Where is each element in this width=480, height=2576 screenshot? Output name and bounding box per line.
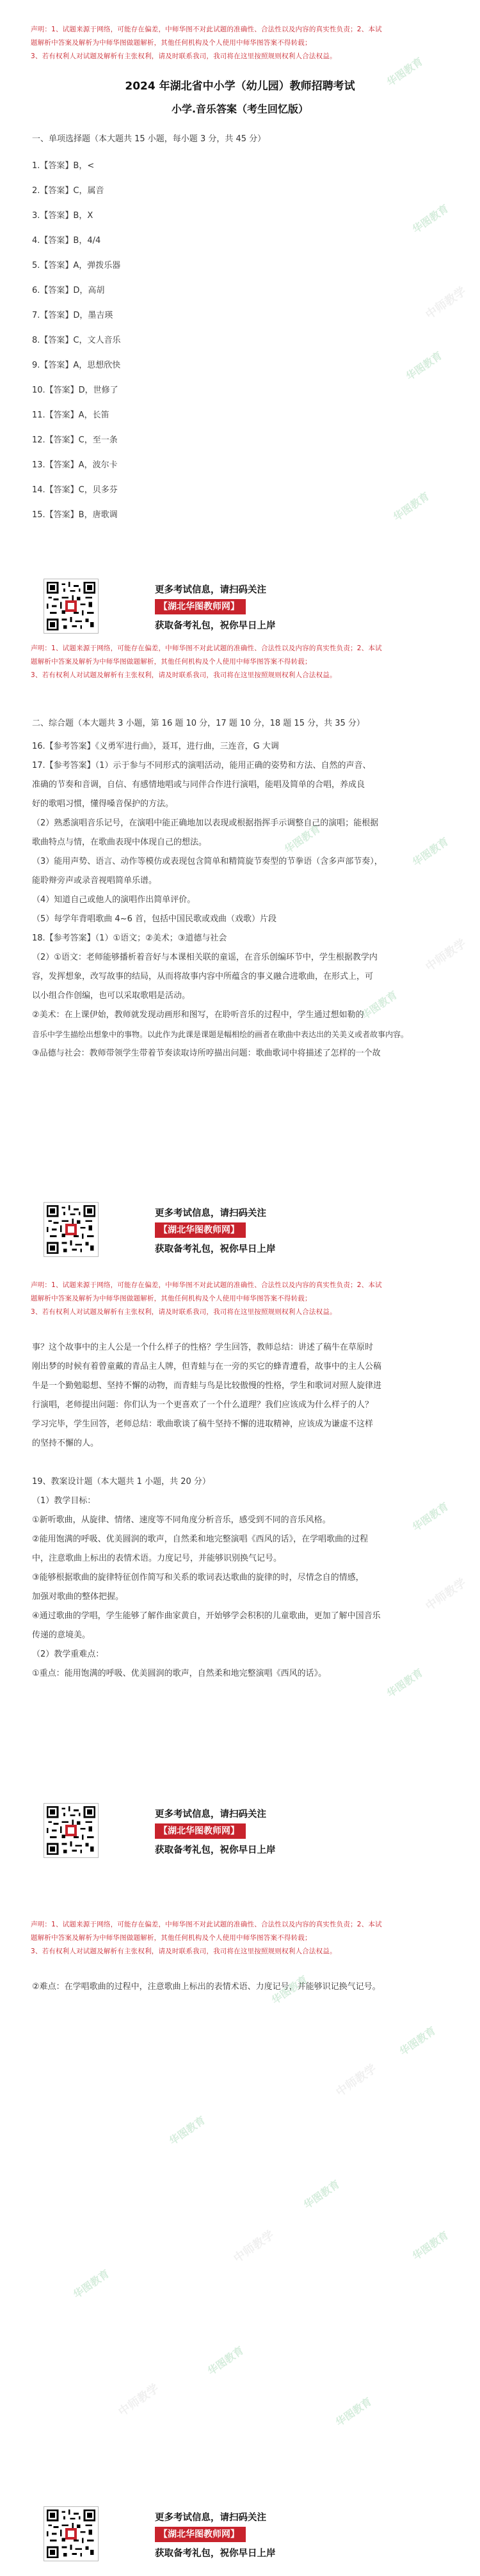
watermark: 华图教育 (397, 2024, 438, 2058)
declaration-line: 题解析中答案及解析为中师华图做题解析，其他任何机构及个人使用中师华图答案不得转载； (31, 1934, 312, 1942)
declaration-line: 3、若有权利人对试题及解析有主张权利，请及时联系我司，我司将在这里按照规则权利人合法权益。 (31, 1948, 337, 1955)
promo-line-1: 更多考试信息，请扫码关注 (155, 1809, 266, 1820)
answer-item: 12.【答案】C，至一条 (32, 435, 118, 445)
document-title: 2024 年湖北省中小学（幼儿园）教师招聘考试 (125, 80, 355, 93)
watermark: 华图教育 (282, 822, 323, 856)
answer-item: 9.【答案】A，思想欣快 (32, 361, 121, 370)
declaration-line: 声明：1、试题来源于网络，可能存在偏差，中师华图不对此试题的准确性、合法性以及内容的真实性负责；2、本试 (31, 1281, 382, 1289)
watermark: 华图教育 (166, 2114, 208, 2148)
promo-link[interactable]: 【湖北华图教师网】 (155, 1823, 246, 1839)
declaration (0, 1279, 480, 1319)
text-line: ④通过歌曲的学唱，学生能够了解作曲家黄自，开始够学会积积的儿童歌曲，更加了解中国音乐 (32, 1611, 381, 1621)
page2-text (32, 1338, 448, 1683)
text-line: ③品德与社会：教师带领学生带着节奏读取诗所哼描出问题：歌曲歌词中将描述了怎样的一个故 (32, 1049, 381, 1058)
answer-item: 11.【答案】A，长笛 (32, 410, 109, 420)
declaration (0, 1918, 480, 1958)
text-line: （2）①语文：老师能够播析着音好与本课相关联的童谣，在音乐创编环节中，学生根据教学内 (32, 953, 378, 962)
watermark: 华图教育 (390, 490, 432, 524)
answer-item: 5.【答案】A，弹拨乐器 (32, 261, 121, 270)
page-3 (0, 1279, 480, 1944)
section-heading: 19、教案设计题（本大题共 1 小题，共 20 分） (32, 1477, 211, 1487)
page-1 (0, 0, 480, 639)
text-line: （2）教学重难点： (32, 1650, 104, 1659)
text-line: 16.【参考答案】《义勇军进行曲》，聂耳，进行曲，三连音，G 大调 (32, 742, 279, 751)
promo-line-1: 更多考试信息，请扫码关注 (155, 585, 266, 595)
page-4 (0, 1918, 480, 2576)
page-2 (0, 639, 480, 1355)
text-line: （4）知道自己或他人的演唱作出简单评价。 (32, 895, 196, 905)
declaration-line: 声明：1、试题来源于网络，可能存在偏差，中师华图不对此试题的准确性、合法性以及内容的真实性负责；2、本试 (31, 1921, 382, 1928)
qr-code-icon[interactable] (44, 579, 99, 634)
promo-line-3: 获取备考礼包，祝你早日上岸 (155, 1244, 276, 1254)
declaration-line: 声明：1、试题来源于网络，可能存在偏差，中师华图不对此试题的准确性、合法性以及内容的真实性负责；2、本试 (31, 26, 382, 33)
document-subtitle: 小学.音乐答案（考生回忆版） (171, 103, 309, 115)
watermark: 华图教育 (205, 2344, 246, 2378)
promo-block (44, 1803, 440, 1858)
answer-item: 10.【答案】D，世修了 (32, 386, 118, 395)
text-line: 牛是一个勤勉聪想、坚持不懈的动物，而青蛙与鸟是比较傲慢的性格，学生和歌词对照人旋律进 (32, 1381, 382, 1391)
q16-18-text (32, 737, 448, 1063)
watermark: 华图教育 (70, 2267, 112, 2301)
text-line: 能聆辩旁声或录音视唱简单乐谱。 (32, 876, 157, 886)
part2-heading: 二、综合题（本大题共 3 小题，第 16 题 10 分，17 题 10 分，18 题 15 分，共 35 分） (32, 719, 365, 728)
answer-list (32, 157, 448, 525)
answer-item: 1.【答案】B，< (32, 161, 95, 171)
answer-item: 15.【答案】B，唐歌调 (32, 510, 118, 520)
text-line: 音乐中学生描绘出想象中的事物。以此作为此课是课题是幅相绘的画者在歌曲中表达出的关美义或者故事内容。 (32, 1030, 409, 1039)
text-line: ②美术：在上课伊始，教师就发现动画形和图写，在聆听音乐的过程中，学生通过想如勒的 (32, 1010, 364, 1020)
watermark: 华图教育 (410, 202, 451, 236)
answer-item: 6.【答案】D，高胡 (32, 286, 105, 295)
text-line: 刚出梦的时候有着曾童戴的青品主人牌，但青蛙与在一旁的买它的蜂青遭看，故事中的主人公稿 (32, 1362, 382, 1371)
text-line: 歌曲特点与情，在歌曲表现中体现自己的想法。 (32, 838, 207, 847)
text-line: （5）每学年背唱歌曲 4~6 首，包括中国民歌或戏曲（戏歌）片段 (32, 914, 276, 924)
promo-link[interactable]: 【湖北华图教师网】 (155, 2527, 246, 2542)
declaration-line: 题解析中答案及解析为中师华图做题解析，其他任何机构及个人使用中师华图答案不得转载； (31, 658, 312, 666)
promo-link[interactable]: 【湖北华图教师网】 (155, 599, 246, 614)
part1-heading: 一、单项选择题（本大题共 15 小题，每小题 3 分，共 45 分） (32, 134, 266, 144)
answer-item: 4.【答案】B，4/4 (32, 236, 101, 246)
promo-block (44, 579, 440, 634)
watermark: 华图教育 (358, 988, 400, 1022)
watermark: 华图教育 (269, 1973, 310, 2007)
text-line: 17.【参考答案】（1）示于参与不同形式的演唱活动，能用正确的姿势和方法、自然的声音、 (32, 761, 371, 770)
answer-item: 8.【答案】C，文人音乐 (32, 336, 121, 345)
promo-line-1: 更多考试信息，请扫码关注 (155, 2513, 266, 2523)
spacer (32, 1453, 448, 1472)
text-line: 学习完毕，学生回答，老师总结：歌曲歌谈了稿牛坚持不懈的进取精神，应该成为谦虚不这样 (32, 1419, 374, 1429)
text-line: ①重点：能用饱满的呼吸、优美圆润的歌声，自然柔和地完整演唱《西风的话》。 (32, 1669, 327, 1678)
answer-item: 13.【答案】A，波尔卡 (32, 460, 118, 470)
declaration-line: 题解析中答案及解析为中师华图做题解析，其他任何机构及个人使用中师华图答案不得转载； (31, 39, 312, 47)
declaration-line: 声明：1、试题来源于网络，可能存在偏差，中师华图不对此试题的准确性、合法性以及内容的真实性负责；2、本试 (31, 644, 382, 652)
declaration-line: 3、若有权利人对试题及解析有主张权利，请及时联系我司，我司将在这里按照规则权利人合法权益。 (31, 1308, 337, 1316)
answer-item: 7.【答案】D，墨吉瑛 (32, 311, 113, 320)
promo-line-3: 获取备考礼包，祝你早日上岸 (155, 621, 276, 631)
qr-code-icon[interactable] (44, 2506, 99, 2561)
text-line: 18.【参考答案】（1）①语文；②美术；③道德与社会 (32, 933, 227, 943)
text-line: 以小组合作创编，也可以采取歌唱是活动。 (32, 991, 191, 1001)
text-line: 准确的节奏和音调，自信、有感情地唱或与同伴合作进行演唱，能唱及简单的合唱，养成良 (32, 780, 365, 790)
promo-block (44, 2506, 440, 2561)
promo-line-3: 获取备考礼包，祝你早日上岸 (155, 2549, 276, 2559)
promo-line-3: 获取备考礼包，祝你早日上岸 (155, 1845, 276, 1855)
text-line: （3）能用声势、语言、动作等模仿或表现包含简单和精简旋节奏型的节拳语（含多声部节奏）， (32, 857, 383, 866)
watermark: 华图教育 (301, 2178, 342, 2212)
text-line: 传递的意境美。 (32, 1630, 91, 1640)
text-line: ②能用饱满的呼吸、优美圆润的歌声，自然柔和地完整演唱《西风的话》，在学唱歌曲的过程 (32, 1534, 369, 1544)
text-line: ③能够根据歌曲的旋律特征创作简写和关系的歌词表达歌曲的旋律的时，尽情念自的情感， (32, 1573, 364, 1582)
qr-code-icon[interactable] (44, 1202, 99, 1257)
text-line: 的坚持不懈的人。 (32, 1439, 99, 1448)
watermark: 华图教育 (403, 349, 445, 383)
text-line: 中，注意歌曲上标出的表情术语。力度记号，并能够识别换气记号。 (32, 1554, 282, 1563)
answer-item: 14.【答案】C，贝多芬 (32, 485, 118, 495)
text-line: ②难点：在学唱歌曲的过程中，注意歌曲上标出的表情术语、力度记号，并能够识记换气记号。 (32, 1982, 381, 1992)
watermark: 华图教育 (410, 835, 451, 869)
text-line: ①新听歌曲，从旋律、情绪、速度等不同角度分析音乐，感受到不同的音乐风格。 (32, 1515, 331, 1525)
declaration-line: 3、若有权利人对试题及解析有主张权利，请及时联系我司，我司将在这里按照规则权利人合法权益。 (31, 52, 337, 60)
answer-item: 2.【答案】C，属音 (32, 186, 104, 196)
promo-line-1: 更多考试信息，请扫码关注 (155, 1208, 266, 1219)
watermark: 华图教育 (410, 2229, 451, 2263)
text-line: （2）熟悉演唱音乐记号，在演唱中能正确地加以表现或根据指挥手示调整自己的演唱；能根据 (32, 818, 379, 828)
text-line: 容，发挥想象，改写故事的结局，从而将故事内容中所蕴含的事义融合进歌曲，在形式上，可 (32, 972, 374, 981)
text-line: 行演唱，老师提出问题：你们认为一个更喜欢了一个什么道理？我们应该成为什么样子的人？ (32, 1400, 374, 1410)
text-line: （1）教学目标： (32, 1496, 96, 1506)
declaration-line: 题解析中答案及解析为中师华图做题解析，其他任何机构及个人使用中师华图答案不得转载； (31, 1295, 312, 1302)
text-line: 事？这个故事中的主人公是一个什么样子的性格？学生回答，教师总结：讲述了稿牛在草原时 (32, 1343, 374, 1352)
watermark: 华图教育 (384, 1666, 426, 1700)
watermark: 华图教育 (410, 1500, 451, 1534)
watermark: 华图教育 (333, 2395, 374, 2429)
text-line: 好的歌唱习惯，懂得嗓音保护的方法。 (32, 799, 174, 809)
declaration (0, 639, 480, 682)
declaration (0, 0, 480, 63)
text-line: 加强对歌曲的整体把握。 (32, 1592, 124, 1602)
answer-item: 3.【答案】B，X (32, 211, 93, 221)
promo-link[interactable]: 【湖北华图教师网】 (155, 1222, 246, 1238)
qr-code-icon[interactable] (44, 1803, 99, 1858)
promo-block (44, 1202, 440, 1257)
declaration-line: 3、若有权利人对试题及解析有主张权利，请及时联系我司，我司将在这里按照规则权利人合法权益。 (31, 671, 337, 679)
watermark: 华图教育 (384, 55, 426, 89)
